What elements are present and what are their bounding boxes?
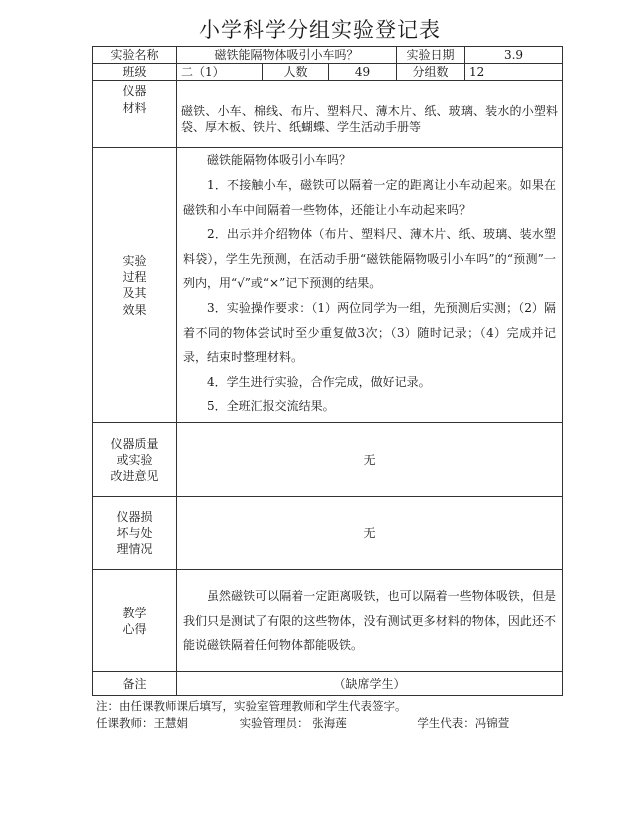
process-paragraph: 2．出示并介绍物体（布片、塑料尺、薄木片、纸、玻璃、装水塑料袋），学生先预测，在活动手册“磁铁能隔物吸引小车吗”的“预测”一列内，用“√”或“×”记下预测的结果。 [183, 227, 557, 291]
process-paragraph: 5．全班汇报交流结果。 [207, 399, 335, 414]
row-class-info [93, 64, 563, 81]
group-count-label: 分组数 [397, 64, 465, 81]
student-count-label: 人数 [263, 64, 329, 81]
process-label [93, 148, 177, 423]
damage-label [93, 497, 177, 570]
group-count-value: 12 [465, 64, 563, 81]
registration-form-table [92, 46, 563, 696]
experiment-date-value: 3.9 [465, 47, 563, 64]
row-process [93, 148, 563, 423]
process-label-line: 实验 [122, 254, 147, 268]
quality-value: 无 [177, 423, 563, 497]
damage-label-line: 仪器损 [116, 510, 153, 525]
materials-label-line1: 仪器 [122, 84, 147, 99]
materials-text: 磁铁、小车、棉线、布片、塑料尺、薄木片、纸、玻璃、装水的小塑料袋、厚木板、铁片、纸蝴蝶、学生活动手册等 [177, 81, 563, 148]
row-reflection [93, 570, 563, 672]
quality-label [93, 423, 177, 497]
process-paragraph: 3．实验操作要求：（1）两位同学为一组，先预测后实测；（2）隔着不同的物体尝试时至少重复做3次；（3）随时记录；（4）完成并记录，结束时整理材料。 [183, 300, 557, 365]
row-damage [93, 497, 563, 570]
damage-label-line: 理情况 [116, 542, 153, 557]
reflection-text: 虽然磁铁可以隔着一定距离吸铁，也可以隔着一些物体吸铁，但是我们只是测试了有限的这些物体，没有测试更多材料的物体，因此还不能说磁铁隔着任何物体都能吸铁。 [177, 570, 563, 672]
damage-value: 无 [177, 497, 563, 570]
process-paragraph: 1．不接触小车，磁铁可以隔着一定的距离让小车动起来。如果在磁铁和小车中间隔着一些物体，还能让小车动起来吗？ [183, 177, 557, 217]
signature-line [96, 715, 566, 731]
experiment-name-value: 磁铁能隔物体吸引小车吗？ [177, 47, 397, 64]
process-paragraph: 4．学生进行实验，合作完成，做好记录。 [207, 374, 431, 389]
quality-label-line: 改进意见 [110, 468, 159, 483]
reflection-label [93, 570, 177, 672]
damage-label-line: 坏与处 [116, 526, 153, 541]
student-count-value: 49 [329, 64, 397, 81]
row-remarks [93, 672, 563, 696]
experiment-name-label: 实验名称 [93, 47, 177, 64]
experiment-date-label: 实验日期 [397, 47, 465, 64]
process-paragraph: 磁铁能隔物体吸引小车吗？ [207, 153, 352, 168]
page-title: 小学科学分组实验登记表 [199, 18, 441, 42]
reflection-label-line: 教学 [122, 605, 147, 620]
row-materials [93, 81, 563, 148]
lab-manager-signature: 实验管理员： 张海莲 [239, 716, 347, 730]
materials-label [93, 81, 177, 148]
process-label-line: 效果 [122, 302, 147, 317]
materials-label-line2: 材料 [122, 100, 147, 115]
quality-label-line: 仪器质量 [110, 436, 159, 451]
process-label-line: 过程 [122, 270, 147, 285]
footer-note: 注：由任课教师课后填写，实验室管理教师和学生代表签字。 [96, 699, 407, 713]
remarks-value: （缺席学生） [177, 672, 563, 696]
row-experiment-name [93, 47, 563, 64]
student-representative-signature: 学生代表：冯锦萱 [417, 716, 510, 730]
row-quality [93, 423, 563, 497]
class-label: 班级 [93, 64, 177, 81]
teacher-signature: 任课教师：王慧娟 [96, 716, 188, 730]
remarks-label: 备注 [93, 672, 177, 696]
class-value: 二（1） [177, 64, 263, 81]
process-content [177, 148, 563, 423]
reflection-label-line: 心得 [122, 621, 147, 636]
quality-label-line: 或实验 [116, 452, 153, 467]
process-label-line: 及其 [122, 286, 147, 301]
